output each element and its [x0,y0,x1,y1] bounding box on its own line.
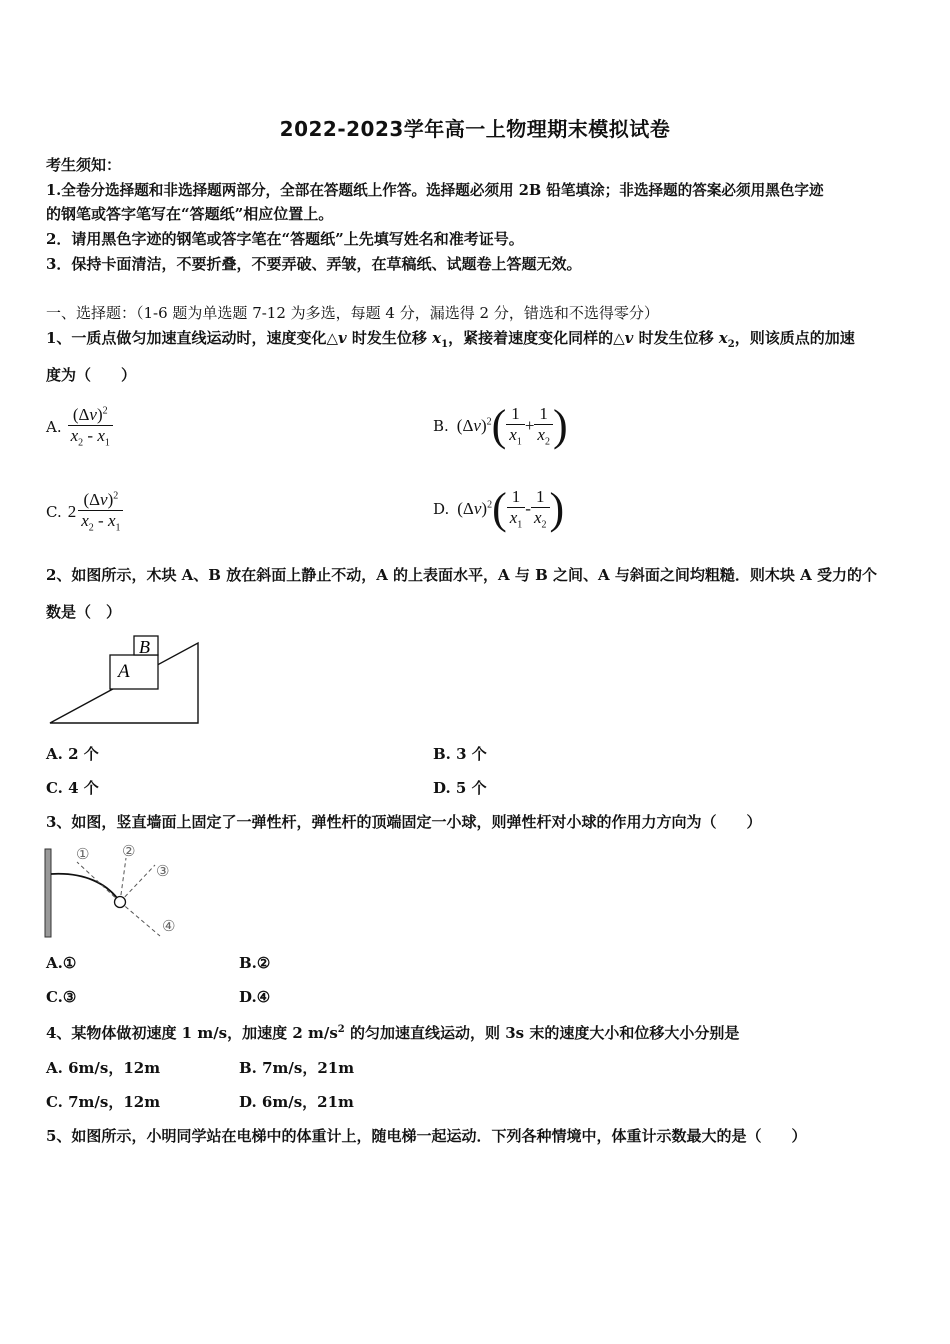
direction-1 [77,862,120,902]
q3-option-c: C.③ [46,988,77,1006]
q2-option-a: A. 2 个 [46,745,99,763]
mark-2: ② [122,842,136,860]
direction-2 [120,858,126,902]
formula-d: $(\Delta v)^2$ [457,499,493,518]
q1-stem: 1、一质点做匀加速直线运动时，速度变化△v 时发生位移 $x_1$，紧接着速度变化同样的△v 时发生位移 $x_2$，则该质点的加速 [46,329,855,350]
wall [45,849,51,937]
mark-1: ① [76,845,90,863]
q3-option-a: A.① [46,954,77,972]
notice-line-1b: 的钢笔或答字笔写在“答题纸”相应位置上。 [46,205,334,223]
option-label: D. [433,500,450,518]
notice-line-2: 2．请用黑色字迹的钢笔或答字笔在“答题纸”上先填写姓名和准考证号。 [46,230,524,248]
option-label: C. [46,503,62,521]
q3-option-b: B.② [239,954,271,972]
q1-option-a [46,398,113,456]
q1-option-d: D. $(\Delta v)^2$ ( $\frac{1}{x_1}$ - $\frac{1}{x_2}$ ) [433,484,565,533]
q4-option-b: B. 7m/s，21m [239,1059,355,1077]
block-a-label: A [118,661,130,682]
q2-option-d: D. 5 个 [433,779,487,797]
q4-stem: 4、某物体做初速度 1 m/s，加速度 2 $m/s^2$ 的匀加速直线运动，则 3s 末的速度大小和位移大小分别是 [46,1024,740,1042]
notice-heading: 考生须知： [46,156,122,174]
q3-stem: 3、如图，竖直墙面上固定了一弹性杆，弹性杆的顶端固定一小球，则弹性杆对小球的作用力方向为（ ） [46,813,762,831]
ball [115,897,126,908]
page-title: 2022-2023学年高一上物理期末模拟试卷 [279,117,671,141]
formula-b: $(\Delta v)^2$ [456,416,492,435]
q2-option-c: C. 4 个 [46,779,99,797]
q2-option-b: B. 3 个 [433,745,487,763]
mark-3: ③ [156,862,170,880]
q1-stem-line-2: 度为（ ） [46,366,137,384]
elastic-rod [51,874,120,902]
q2-stem: 2、如图所示，木块 A、B 放在斜面上静止不动，A 的上表面水平，A 与 B 之间、A 与斜面之间均粗糙．则木块 A 受力的个 [46,566,877,584]
formula-a: $\frac{(\Delta v)^2}{x_2 - x_1}$ [68,405,113,448]
option-label: A. [46,418,62,436]
direction-4 [120,902,160,936]
q4-option-a: A. 6m/s，12m [46,1059,161,1077]
rod-figure [40,842,190,942]
q2-stem-line-2: 数是（ ） [46,603,122,621]
q5-stem: 5、如图所示，小明同学站在电梯中的体重计上，随电梯一起运动．下列各种情境中，体重计示数最大的是（ ） [46,1127,807,1145]
option-label: B. [433,417,449,435]
formula-c: 2 [67,502,77,521]
q4-option-c: C. 7m/s，12m [46,1093,161,1111]
direction-3 [120,865,155,902]
incline-figure [46,633,206,728]
q3-option-d: D.④ [239,988,271,1006]
q1-option-c: C. 2 $\frac{(\Delta v)^2}{x_2 - x_1}$ [46,482,123,542]
block-b-label: B [139,637,150,657]
mark-4: ④ [162,917,176,935]
section-heading: 一、选择题：（1-6 题为单选题 7-12 为多选，每题 4 分，漏选得 2 分，错选和不选得零分） [46,304,659,322]
q1-option-b: B. $(\Delta v)^2$ ( $\frac{1}{x_1}$ + $\frac{1}{x_2}$ ) [433,401,568,450]
notice-line-1a: 1.全卷分选择题和非选择题两部分，全部在答题纸上作答。选择题必须用 2B 铅笔填涂；非选择题的答案必须用黑色字迹 [46,182,824,199]
notice-line-3: 3．保持卡面清洁，不要折叠，不要弄破、弄皱，在草稿纸、试题卷上答题无效。 [46,255,582,273]
q4-option-d: D. 6m/s，21m [239,1093,354,1111]
